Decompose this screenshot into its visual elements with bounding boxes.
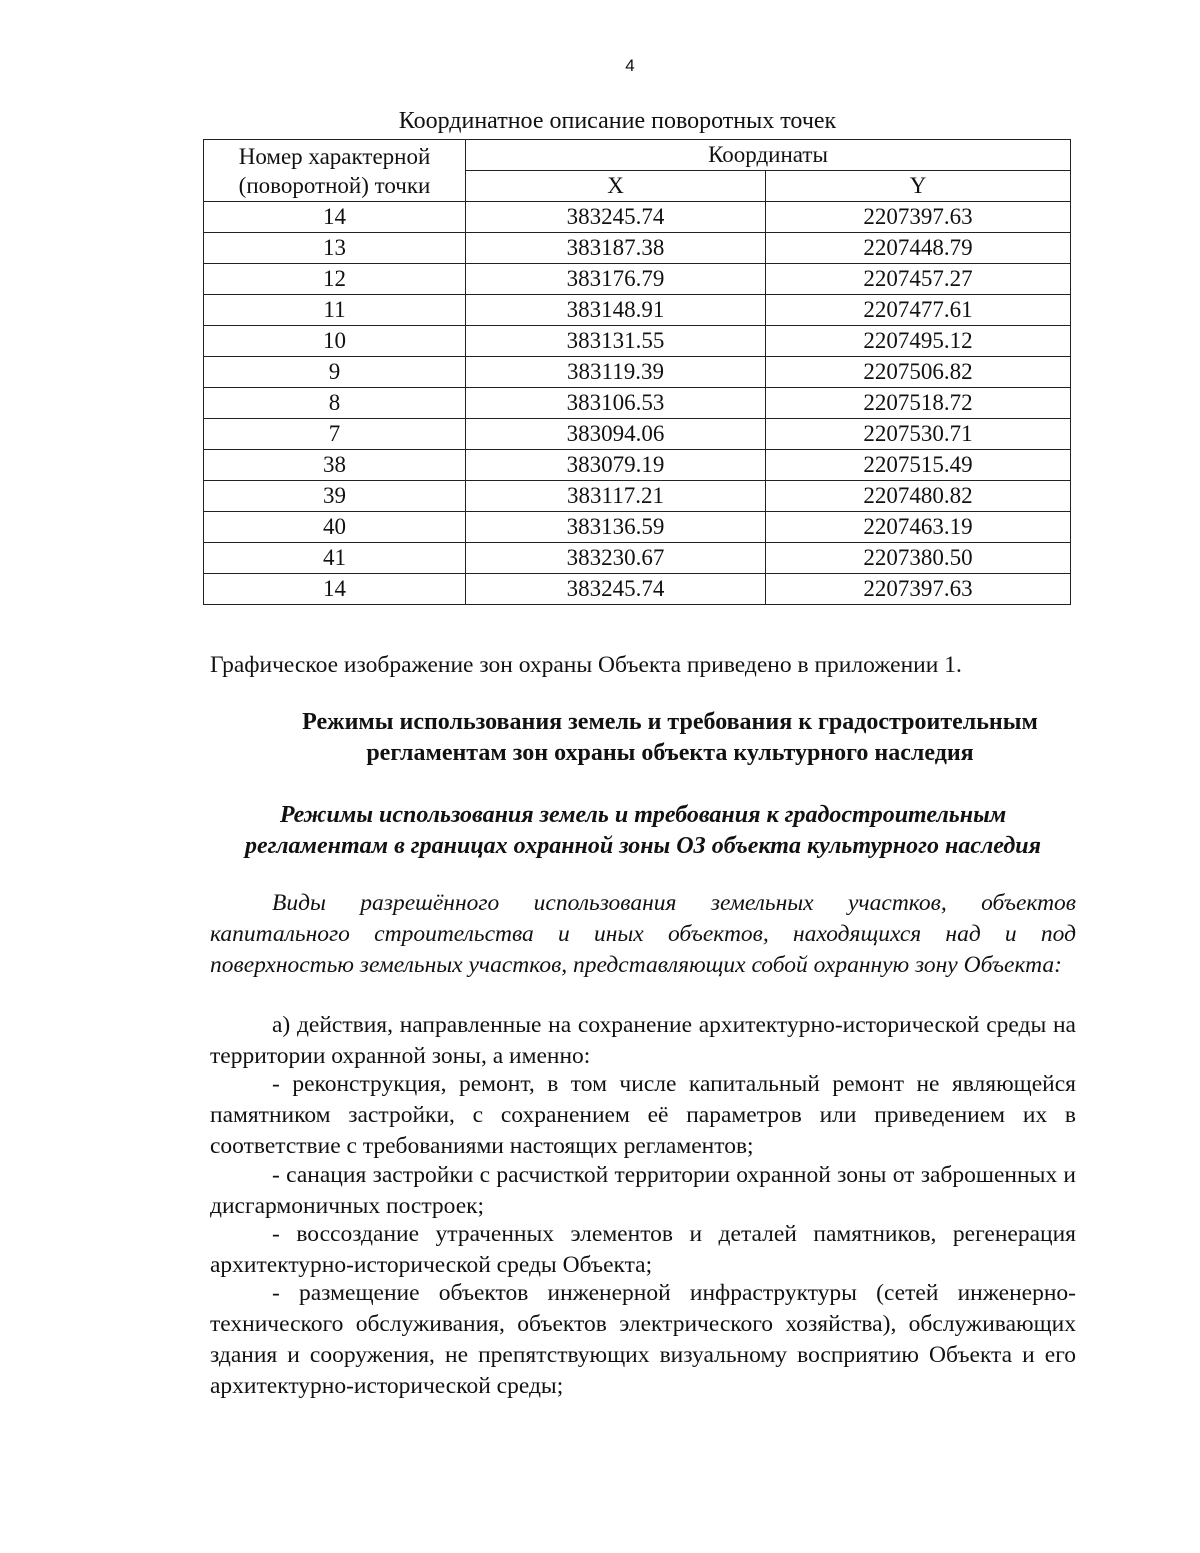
x-coordinate-cell: 383079.19	[466, 450, 766, 481]
header-y: Y	[766, 171, 1071, 202]
x-coordinate-cell: 383176.79	[466, 264, 766, 295]
bullet-infrastructure: - размещение объектов инженерной инфраструктуры (сетей инженерно-технического обслуживания, объектов электрического хозяйства), обслуживающих здания и сооружения, не препятствующих визуальному восприятию Объекта и его архитектурно-исторической среды;	[210, 1280, 1076, 1399]
point-number-cell: 11	[204, 295, 466, 326]
section-heading-line2: регламентам зон охраны объекта культурного наследия	[366, 740, 974, 766]
bullet-sanitation: - санация застройки с расчисткой территории охранной зоны от заброшенных и дисгармоничных построек;	[210, 1162, 1076, 1219]
section-heading-line1: Режимы использования земель и требования к градостроительным	[302, 709, 1038, 735]
page-number: 4	[625, 56, 635, 75]
table-row	[204, 326, 1071, 357]
table-row	[204, 295, 1071, 326]
coordinates-table	[203, 139, 1071, 605]
graphic-note: Графическое изображение зон охраны Объекта приведено в приложении 1.	[210, 652, 962, 678]
header-x: X	[466, 171, 766, 202]
header-point-line1: Номер характерной	[238, 143, 431, 169]
header-point-line2: (поворотной) точки	[238, 172, 431, 198]
y-coordinate-cell: 2207380.50	[766, 543, 1071, 574]
y-coordinate-cell: 2207397.63	[766, 202, 1071, 233]
x-coordinate-cell: 383148.91	[466, 295, 766, 326]
x-coordinate-cell: 383106.53	[466, 388, 766, 419]
point-number-cell: 14	[204, 574, 466, 605]
point-number-cell: 14	[204, 202, 466, 233]
point-number-cell: 12	[204, 264, 466, 295]
bullet-recreation: - воссоздание утраченных элементов и деталей памятников, регенерация архитектурно-исторической среды Объекта;	[210, 1221, 1076, 1278]
x-coordinate-cell: 383119.39	[466, 357, 766, 388]
x-coordinate-cell: 383230.67	[466, 543, 766, 574]
table-caption: Координатное описание поворотных точек	[398, 108, 837, 134]
point-number-cell: 40	[204, 512, 466, 543]
y-coordinate-cell: 2207477.61	[766, 295, 1071, 326]
subsection-heading	[210, 800, 1076, 862]
x-coordinate-cell: 383117.21	[466, 481, 766, 512]
table-row	[204, 419, 1071, 450]
table-row	[204, 388, 1071, 419]
header-point-number	[204, 140, 466, 202]
table-row	[204, 543, 1071, 574]
subsection-heading-line2: регламентам в границах охранной зоны ОЗ объекта культурного наследия	[245, 833, 1041, 859]
y-coordinate-cell: 2207463.19	[766, 512, 1071, 543]
point-number-cell: 10	[204, 326, 466, 357]
y-coordinate-cell: 2207506.82	[766, 357, 1071, 388]
table-row	[204, 357, 1071, 388]
table-row	[204, 233, 1071, 264]
table-row	[204, 574, 1071, 605]
intro-paragraph: Виды разрешённого использования земельных участков, объектов капитального строительства и иных объектов, находящихся над и под поверхностью земельных участков, представляющих собой охранную зону Объекта:	[210, 890, 1076, 978]
y-coordinate-cell: 2207457.27	[766, 264, 1071, 295]
table-row	[204, 264, 1071, 295]
y-coordinate-cell: 2207480.82	[766, 481, 1071, 512]
point-number-cell: 9	[204, 357, 466, 388]
x-coordinate-cell: 383136.59	[466, 512, 766, 543]
x-coordinate-cell: 383094.06	[466, 419, 766, 450]
point-number-cell: 38	[204, 450, 466, 481]
y-coordinate-cell: 2207518.72	[766, 388, 1071, 419]
y-coordinate-cell: 2207530.71	[766, 419, 1071, 450]
point-number-cell: 8	[204, 388, 466, 419]
table-row	[204, 512, 1071, 543]
subsection-heading-line1: Режимы использования земель и требования к градостроительным	[279, 802, 1007, 828]
point-number-cell: 7	[204, 419, 466, 450]
x-coordinate-cell: 383187.38	[466, 233, 766, 264]
y-coordinate-cell: 2207397.63	[766, 574, 1071, 605]
point-number-cell: 39	[204, 481, 466, 512]
y-coordinate-cell: 2207448.79	[766, 233, 1071, 264]
table-row	[204, 450, 1071, 481]
point-number-cell: 41	[204, 543, 466, 574]
y-coordinate-cell: 2207515.49	[766, 450, 1071, 481]
table-row	[204, 481, 1071, 512]
section-heading	[220, 707, 1120, 769]
bullet-reconstruction: - реконструкция, ремонт, в том числе капитальный ремонт не являющейся памятником застройки, с сохранением её параметров или приведением их в соответствие с требованиями настоящих регламентов;	[210, 1071, 1076, 1159]
x-coordinate-cell: 383131.55	[466, 326, 766, 357]
header-coordinates: Координаты	[466, 140, 1071, 171]
x-coordinate-cell: 383245.74	[466, 574, 766, 605]
x-coordinate-cell: 383245.74	[466, 202, 766, 233]
y-coordinate-cell: 2207495.12	[766, 326, 1071, 357]
table-row	[204, 202, 1071, 233]
point-number-cell: 13	[204, 233, 466, 264]
item-a-paragraph: а) действия, направленные на сохранение архитектурно-исторической среды на территории охранной зоны, а именно:	[210, 1012, 1076, 1069]
